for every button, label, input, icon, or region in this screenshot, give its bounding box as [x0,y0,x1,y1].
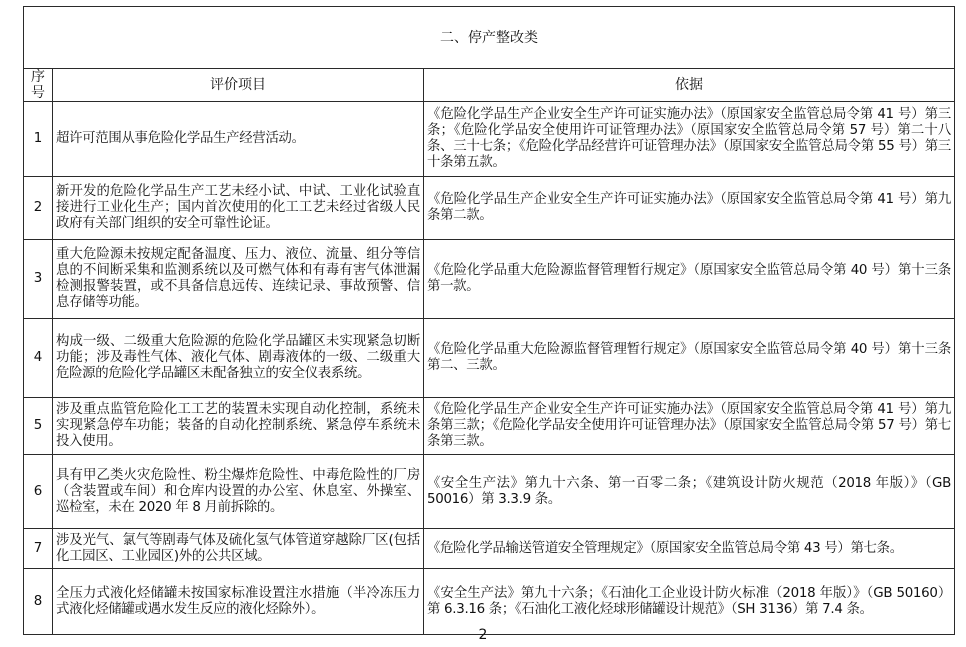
header-no: 序号 [24,69,53,102]
section-title: 二、停产整改类 [24,7,955,69]
table-header-row [24,69,955,102]
evaluation-item: 涉及光气、氯气等剧毒气体及硫化氢气体管道穿越除厂区(包括化工园区、工业园区)外的公共区域。 [53,529,424,569]
legal-basis: 《安全生产法》第九十六条；《石油化工企业设计防火标准（2018 年版）》（GB 50160）第 6.3.16 条；《石油化工液化烃球形储罐设计规范》（SH 3136）第 7.4 条。 [424,569,955,635]
evaluation-table [23,6,955,635]
document-page [23,6,954,635]
evaluation-item: 全压力式液化烃储罐未按国家标准设置注水措施（半冷冻压力式液化烃储罐或遇水发生反应的液化烃除外）。 [53,569,424,635]
evaluation-item: 涉及重点监管危险化工工艺的装置未实现自动化控制，系统未实现紧急停车功能；装备的自动化控制系统、紧急停车系统未投入使用。 [53,398,424,455]
section-title-row [24,7,955,69]
legal-basis: 《危险化学品生产企业安全生产许可证实施办法》（原国家安全监管总局令第 41 号）第九条第二款。 [424,177,955,240]
row-number: 2 [24,177,53,240]
table-row [24,319,955,398]
table-row [24,102,955,177]
legal-basis: 《危险化学品重大危险源监督管理暂行规定》（原国家安全监管总局令第 40 号）第十三条第二、三款。 [424,319,955,398]
legal-basis: 《安全生产法》第九十六条、第一百零二条；《建筑设计防火规范（2018 年版）》（GB 50016）第 3.3.9 条。 [424,455,955,529]
page-number: 2 [478,627,488,643]
table-row [24,455,955,529]
row-number: 6 [24,455,53,529]
table-row [24,177,955,240]
table-row [24,398,955,455]
table-row [24,240,955,319]
legal-basis: 《危险化学品输送管道安全管理规定》（原国家安全监管总局令第 43 号）第七条。 [424,529,955,569]
row-number: 1 [24,102,53,177]
evaluation-item: 构成一级、二级重大危险源的危险化学品罐区未实现紧急切断功能；涉及毒性气体、液化气体、剧毒液体的一级、二级重大危险源的危险化学品罐区未配备独立的安全仪表系统。 [53,319,424,398]
evaluation-item: 新开发的危险化学品生产工艺未经小试、中试、工业化试验直接进行工业化生产；国内首次使用的化工工艺未经过省级人民政府有关部门组织的安全可靠性论证。 [53,177,424,240]
table-row [24,569,955,635]
header-item: 评价项目 [53,69,424,102]
row-number: 5 [24,398,53,455]
row-number: 8 [24,569,53,635]
row-number: 4 [24,319,53,398]
table-row [24,529,955,569]
row-number: 7 [24,529,53,569]
evaluation-item: 具有甲乙类火灾危险性、粉尘爆炸危险性、中毒危险性的厂房（含装置或车间）和仓库内设置的办公室、休息室、外操室、巡检室，未在 2020 年 8 月前拆除的。 [53,455,424,529]
legal-basis: 《危险化学品生产企业安全生产许可证实施办法》（原国家安全监管总局令第 41 号）第九条第三款；《危险化学品安全使用许可证管理办法》（原国家安全监管总局令第 57 号）第七条第三款。 [424,398,955,455]
row-number: 3 [24,240,53,319]
header-basis: 依据 [424,69,955,102]
legal-basis: 《危险化学品生产企业安全生产许可证实施办法》（原国家安全监管总局令第 41 号）第三条；《危险化学品安全使用许可证管理办法》（原国家安全监管总局令第 57 号）第二十八条、三十七条；《危险化学品经营许可证管理办法》（原国家安全监管总局令第 55 号）第三十条第五款。 [424,102,955,177]
evaluation-item: 重大危险源未按规定配备温度、压力、液位、流量、组分等信息的不间断采集和监测系统以及可燃气体和有毒有害气体泄漏检测报警装置，或不具备信息远传、连续记录、事故预警、信息存储等功能。 [53,240,424,319]
evaluation-item: 超许可范围从事危险化学品生产经营活动。 [53,102,424,177]
legal-basis: 《危险化学品重大危险源监督管理暂行规定》（原国家安全监管总局令第 40 号）第十三条第一款。 [424,240,955,319]
